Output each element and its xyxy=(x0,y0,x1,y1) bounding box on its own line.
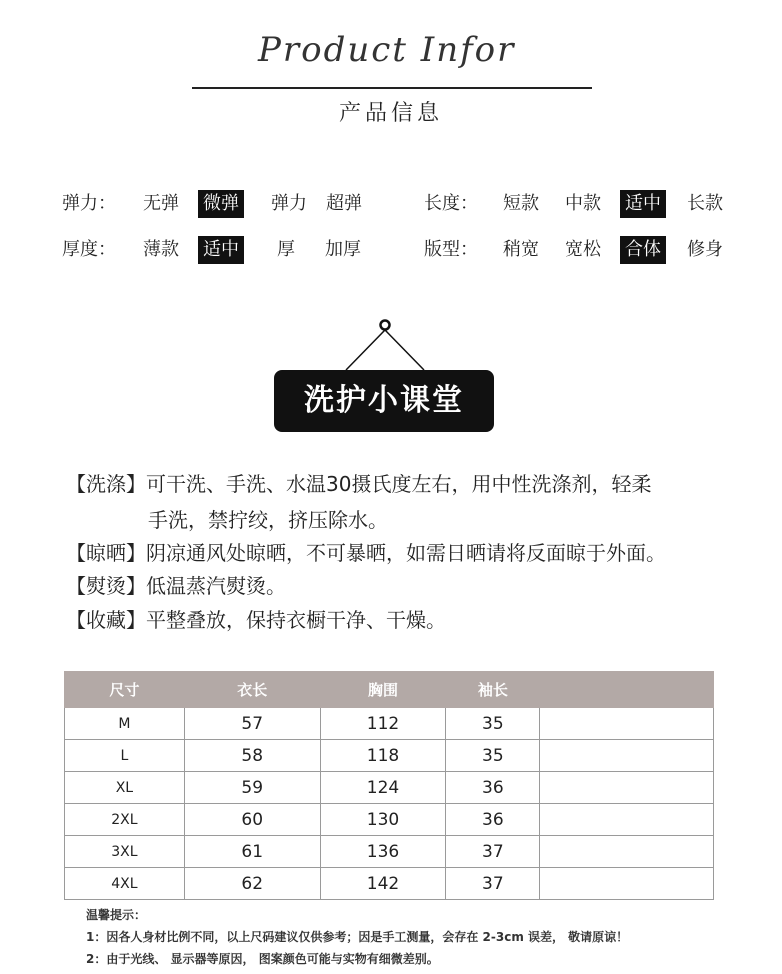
header-size: 尺寸 xyxy=(65,672,185,708)
care-line-washing-cont: 手洗，禁拧绞，挤压除水。 xyxy=(148,508,388,532)
fit-row xyxy=(424,236,744,264)
elasticity-option: 无弹 xyxy=(143,193,179,214)
fit-label: 版型： xyxy=(424,239,478,260)
cell-sleeve: 37 xyxy=(446,868,540,900)
thickness-row xyxy=(62,236,382,264)
cell-size: 4XL xyxy=(65,868,185,900)
cell-size: 3XL xyxy=(65,836,185,868)
cell-size: M xyxy=(65,708,185,740)
thickness-option: 厚 xyxy=(277,239,295,260)
cell-length: 60 xyxy=(184,804,320,836)
cell-empty xyxy=(540,868,714,900)
header-chest: 胸围 xyxy=(320,672,446,708)
table-row xyxy=(65,836,714,868)
thickness-option: 薄款 xyxy=(143,239,179,260)
cell-sleeve: 35 xyxy=(446,740,540,772)
thickness-option: 加厚 xyxy=(325,239,361,260)
notes-title: 温馨提示： xyxy=(86,908,147,922)
fit-option: 稍宽 xyxy=(503,239,539,260)
cell-sleeve: 36 xyxy=(446,804,540,836)
length-option: 中款 xyxy=(565,193,601,214)
care-tag: 【洗涤】 xyxy=(66,472,146,496)
cell-size: XL xyxy=(65,772,185,804)
care-tag: 【熨烫】 xyxy=(66,574,146,598)
length-option: 长款 xyxy=(687,193,723,214)
cell-length: 58 xyxy=(184,740,320,772)
title-divider xyxy=(192,87,592,89)
header-sleeve: 袖长 xyxy=(446,672,540,708)
fit-option: 修身 xyxy=(687,239,723,260)
care-tag: 【晾晒】 xyxy=(66,541,146,565)
elasticity-option-selected: 微弹 xyxy=(198,190,244,218)
elasticity-row xyxy=(62,190,382,218)
notes-line-1: 1：因各人身材比例不同，以上尺码建议仅供参考；因是手工测量，会存在 2-3cm 误差， 敬请原谅！ xyxy=(86,930,629,944)
table-row xyxy=(65,772,714,804)
length-option-selected: 适中 xyxy=(620,190,666,218)
cell-chest: 142 xyxy=(320,868,446,900)
care-title-badge: 洗护小课堂 xyxy=(274,370,494,432)
table-row xyxy=(65,708,714,740)
care-text: 可干洗、手洗、水温30摄氏度左右，用中性洗涤剂，轻柔 xyxy=(146,472,652,496)
notes-line-2: 2：由于光线、 显示器等原因， 图案颜色可能与实物有细微差别。 xyxy=(86,952,439,966)
cell-empty xyxy=(540,836,714,868)
cell-size: 2XL xyxy=(65,804,185,836)
cell-chest: 118 xyxy=(320,740,446,772)
care-text: 平整叠放，保持衣橱干净、干燥。 xyxy=(146,608,446,632)
thickness-option-selected: 适中 xyxy=(198,236,244,264)
care-line-washing xyxy=(66,469,651,499)
cell-sleeve: 37 xyxy=(446,836,540,868)
care-line-ironing xyxy=(66,571,286,601)
cell-sleeve: 36 xyxy=(446,772,540,804)
section-title: 产品信息 xyxy=(338,101,443,126)
length-option: 短款 xyxy=(503,193,539,214)
hanger-icon xyxy=(340,316,430,376)
cell-sleeve: 35 xyxy=(446,708,540,740)
length-row xyxy=(424,190,744,218)
elasticity-option: 弹力 xyxy=(271,193,307,214)
elasticity-option: 超弹 xyxy=(326,193,362,214)
care-line-drying xyxy=(66,538,666,568)
fit-option-selected: 合体 xyxy=(620,236,666,264)
care-line-storage xyxy=(66,605,446,635)
table-row xyxy=(65,804,714,836)
length-label: 长度： xyxy=(424,193,478,214)
table-row xyxy=(65,868,714,900)
cell-length: 61 xyxy=(184,836,320,868)
cell-length: 57 xyxy=(184,708,320,740)
cell-length: 62 xyxy=(184,868,320,900)
cell-empty xyxy=(540,740,714,772)
care-text: 低温蒸汽熨烫。 xyxy=(146,574,286,598)
cell-length: 59 xyxy=(184,772,320,804)
cell-empty xyxy=(540,708,714,740)
cell-size: L xyxy=(65,740,185,772)
table-header-row xyxy=(65,672,714,708)
cell-chest: 124 xyxy=(320,772,446,804)
cell-chest: 136 xyxy=(320,836,446,868)
care-tag: 【收藏】 xyxy=(66,608,146,632)
header-empty xyxy=(540,672,714,708)
fit-option: 宽松 xyxy=(565,239,601,260)
thickness-label: 厚度： xyxy=(62,239,116,260)
script-title: Product Infor xyxy=(258,30,516,70)
cell-empty xyxy=(540,804,714,836)
table-row xyxy=(65,740,714,772)
cell-chest: 130 xyxy=(320,804,446,836)
header-length: 衣长 xyxy=(184,672,320,708)
size-table xyxy=(64,671,714,900)
cell-chest: 112 xyxy=(320,708,446,740)
cell-empty xyxy=(540,772,714,804)
elasticity-label: 弹力： xyxy=(62,193,116,214)
care-text: 阴凉通风处晾晒，不可暴晒，如需日晒请将反面晾于外面。 xyxy=(146,541,666,565)
